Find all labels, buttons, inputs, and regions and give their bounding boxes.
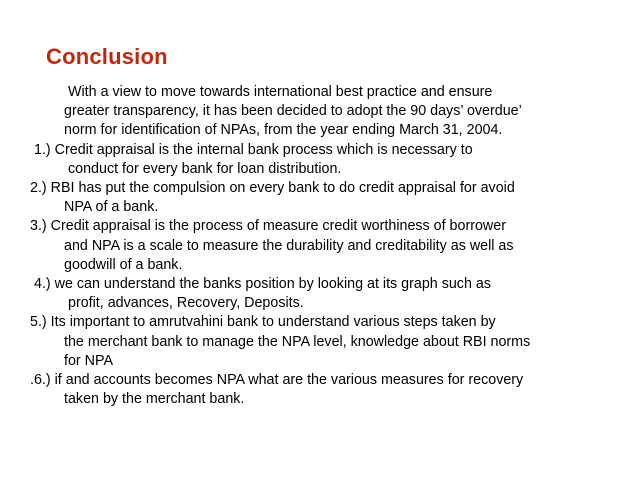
point-line: .6.) if and accounts becomes NPA what are the various measures for recovery (30, 372, 524, 389)
point-line: taken by the merchant bank. (64, 391, 245, 408)
point-line: NPA of a bank. (64, 199, 159, 216)
intro-line: norm for identification of NPAs, from the year ending March 31, 2004. (64, 122, 503, 139)
point-line: 4.) we can understand the banks position by looking at its graph such as (34, 276, 491, 293)
point-line: profit, advances, Recovery, Deposits. (68, 295, 304, 312)
point-line: and NPA is a scale to measure the durability and creditability as well as (64, 237, 514, 254)
point-3 (30, 217, 622, 275)
point-1 (34, 141, 622, 179)
intro-line: greater transparency, it has been decided to adopt the 90 days’ overdue’ (64, 103, 522, 120)
intro-line: With a view to move towards international best practice and ensure (68, 84, 493, 100)
point-line: the merchant bank to manage the NPA level, knowledge about RBI norms (64, 333, 531, 350)
point-line: conduct for every bank for loan distribution. (68, 160, 342, 177)
slide-body (30, 83, 622, 409)
point-6 (30, 371, 622, 409)
point-line: 5.) Its important to amrutvahini bank to understand various steps taken by (30, 314, 496, 331)
point-line: for NPA (64, 352, 113, 369)
point-line: 3.) Credit appraisal is the process of measure credit worthiness of borrower (30, 218, 506, 235)
point-line: goodwill of a bank. (64, 256, 183, 273)
point-4 (34, 275, 622, 313)
point-line: 1.) Credit appraisal is the internal bank process which is necessary to (34, 141, 473, 158)
point-5 (30, 313, 622, 371)
point-2 (30, 179, 622, 217)
point-line: 2.) RBI has put the compulsion on every bank to do credit appraisal for avoid (30, 180, 515, 197)
slide-title: Conclusion (46, 44, 168, 69)
intro-paragraph (30, 83, 622, 141)
